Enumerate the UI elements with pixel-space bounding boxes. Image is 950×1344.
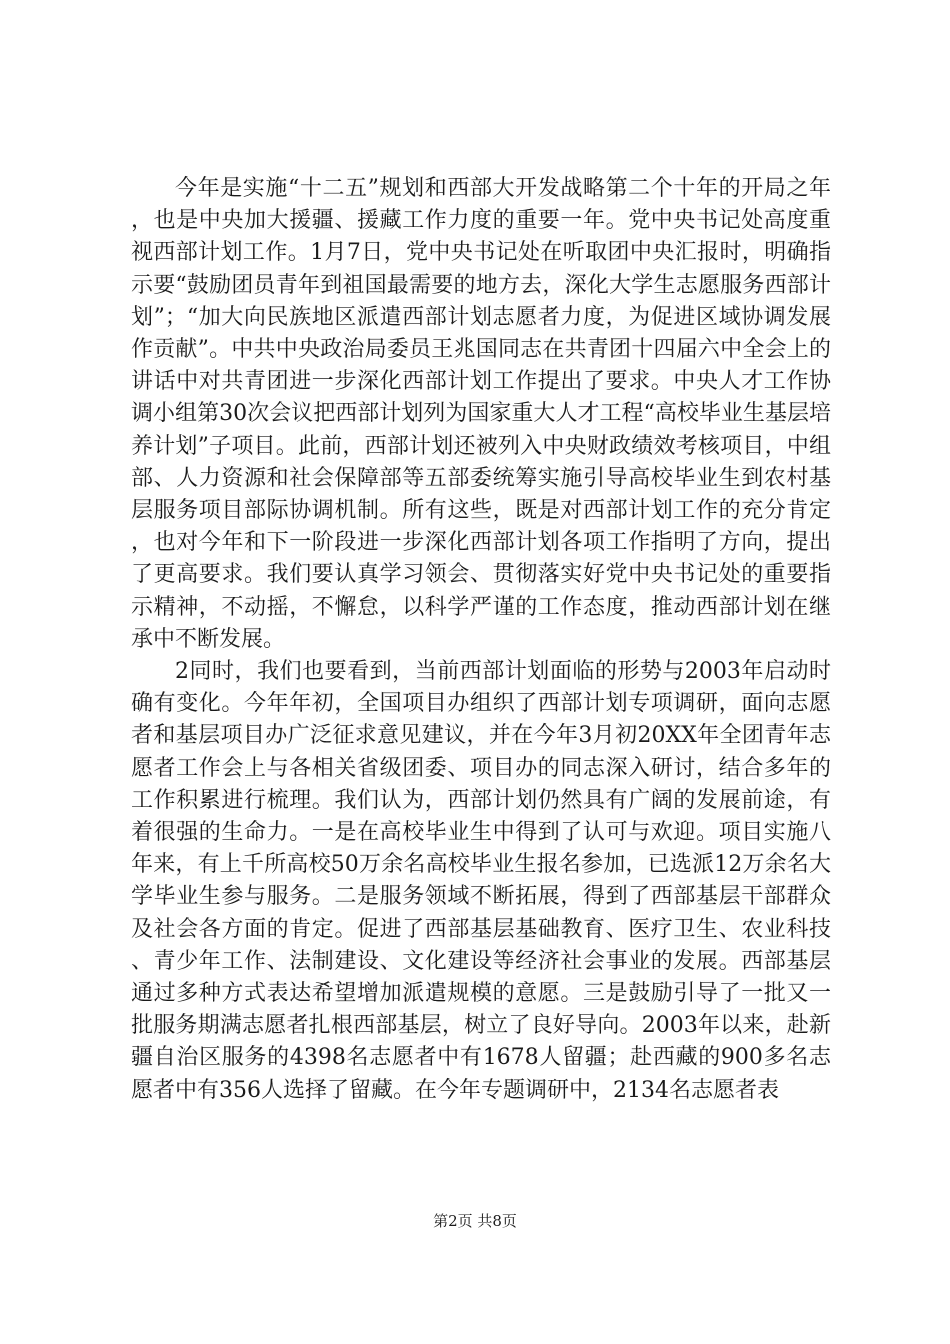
paragraph-2: 2同时，我们也要看到，当前西部计划面临的形势与2003年启动时确有变化。今年年初，全国项目办组织了西部计划专项调研，面向志愿者和基层项目办广泛征求意见建议，并在今年3月初20XX年全团青年志愿者工作会上与各相关省级团委、项目办的同志深入研讨，结合多年的工作积累进行梳理。我们认为，西部计划仍然具有广阔的发展前途，有着很强的生命力。一是在高校毕业生中得到了认可与欢迎。项目实施八年来，有上千所高校50万余名高校毕业生报名参加，已选派12万余名大学毕业生参与服务。二是服务领域不断拓展，得到了西部基层干部群众及社会各方面的肯定。促进了西部基层基础教育、医疗卫生、农业科技、青少年工作、法制建设、文化建设等经济社会事业的发展。西部基层通过多种方式表达希望增加派遣规模的意愿。三是鼓励引导了一批又一批服务期满志愿者扎根西部基层，树立了良好导向。2003年以来，赴新疆自治区服务的4398名志愿者中有1678人留疆；赴西藏的900多名志愿者中有356人选择了留藏。在今年专题调研中，2134名志愿者表 (131, 659, 831, 1103)
document-body (131, 173, 831, 1107)
page-number-footer: 第2页 共8页 (433, 1212, 517, 1230)
paragraph-1: 今年是实施“十二五”规划和西部大开发战略第二个十年的开局之年，也是中央加大援疆、援藏工作力度的重要一年。党中央书记处高度重视西部计划工作。1月7日，党中央书记处在听取团中央汇报时，明确指示要“鼓励团员青年到祖国最需要的地方去，深化大学生志愿服务西部计划”；“加大向民族地区派遣西部计划志愿者力度，为促进区域协调发展作贡献”。中共中央政治局委员王兆国同志在共青团十四届六中全会上的讲话中对共青团进一步深化西部计划工作提出了要求。中央人才工作协调小组第30次会议把西部计划列为国家重大人才工程“高校毕业生基层培养计划”子项目。此前，西部计划还被列入中央财政绩效考核项目，中组部、人力资源和社会保障部等五部委统筹实施引导高校毕业生到农村基层服务项目部际协调机制。所有这些，既是对西部计划工作的充分肯定，也对今年和下一阶段进一步深化西部计划各项工作指明了方向，提出了更高要求。我们要认真学习领会、贯彻落实好党中央书记处的重要指示精神，不动摇，不懈怠，以科学严谨的工作态度，推动西部计划在继承中不断发展。 (131, 176, 831, 652)
